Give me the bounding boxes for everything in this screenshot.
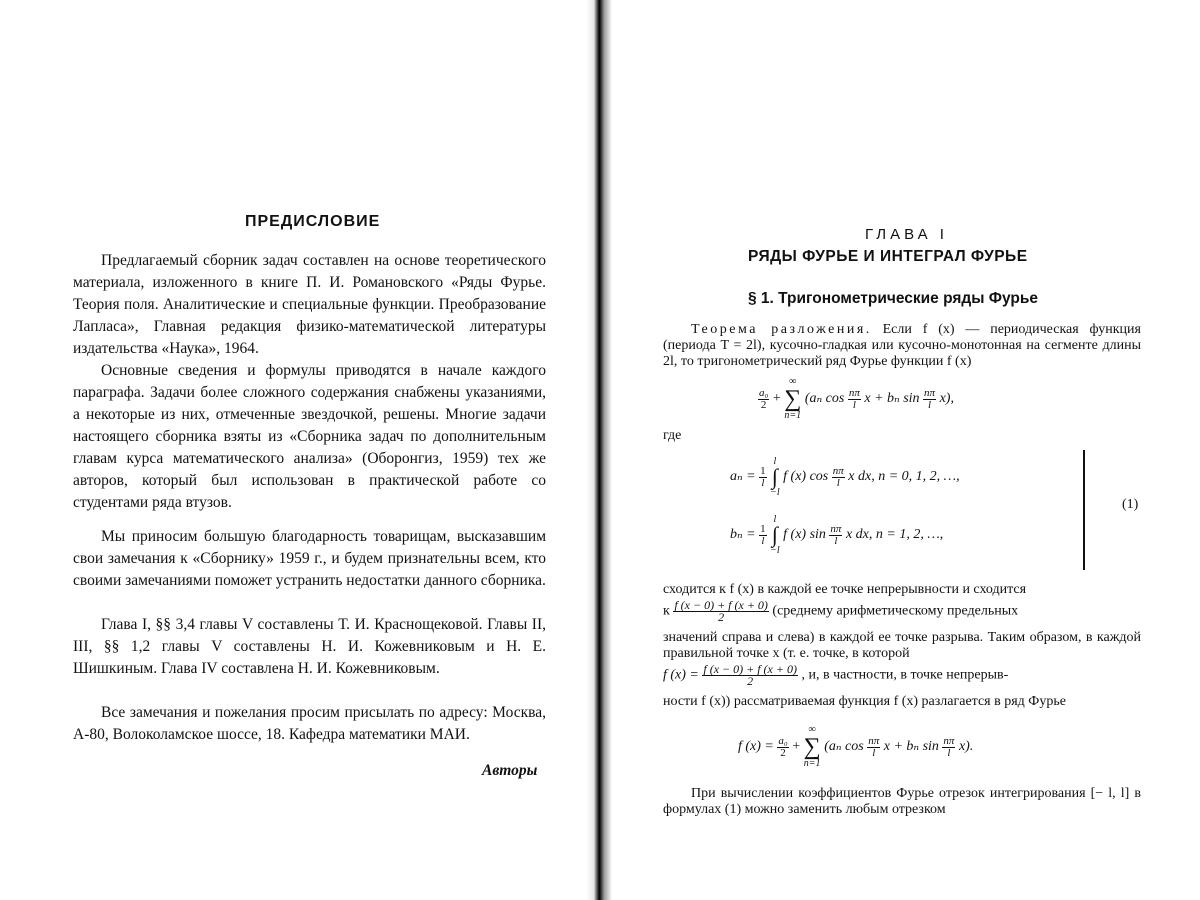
section-title: § 1. Тригонометрические ряды Фурье [748, 290, 1039, 307]
converges-line-2: к $\frac{f (x - 0) + f (x + 0)}{2}$ (среднему арифметическому предельных [663, 598, 1019, 624]
preface-title: ПРЕДИСЛОВИЕ [245, 213, 381, 230]
theorem-paragraph [663, 322, 1141, 370]
an-formula: aₙ = $\frac{1}{l}$ l ∫ −l f (x) cos $\frac{n\pi}{l}$ x dx, n = 0, 1, 2, …, [730, 456, 960, 498]
theorem-text: Если f (x) — периодическая функция (периода T = 2l), кусочно-гладкая или кусочно-монотонная на сегменте длины 2l, то тригонометрический ряд Фурье функции f (x) [663, 322, 1141, 369]
converges-line-3: значений справа и слева) в каждой ее точке разрыва. Таким образом, в каждой правильной точке x (т. е. точке, в которой [663, 630, 1141, 661]
mean-value-fraction: $\frac{f (x - 0) + f (x + 0)}{2}$ [674, 598, 768, 624]
a0-over-2: $\frac{\text{a₀}}{2}$ [759, 386, 769, 411]
preface-paragraph-3: Мы приносим большую благодарность товарищам, высказавшим свои замечания к «Сборнику» 1959 г., и будем признательны всем, кто своими замечаниями поможет устранить недостатки данного сборника. [73, 528, 546, 589]
closing-paragraph: При вычислении коэффициентов Фурье отрезок интегрирования [− l, l] в формулах (1) можно заменить любым отрезком [663, 786, 1141, 817]
fourier-expansion-formula: f (x) = $\frac{\text{a₀}}{2}$ + ∞ ∑ n=1 (aₙ cos $\frac{n\pi}{l}$ x + bₙ sin $\frac{n\pi}{l}$ x). [738, 724, 974, 769]
sum-symbol: ∞ ∑ n=1 [784, 376, 802, 421]
system-bracket [1080, 450, 1085, 570]
preface-paragraph-4: Глава I, §§ 3,4 главы V составлены Т. И. Краснощековой. Главы II, III, §§ 1,2 главы V составлены Н. И. Кожевниковым и Н. Е. Шишкиным. Глава IV составлена Н. И. Кожевниковым. [73, 616, 546, 677]
preface-paragraph-1: Предлагаемый сборник задач составлен на основе теоретического материала, изложенного в книге П. И. Романовского «Ряды Фурье. Теория поля. Аналитические и специальные функции. Преобразование Лапласа», Главная редакция физико-математической литературы издательства «Наука», 1964. [73, 252, 546, 357]
converges-line-1: сходится к f (x) в каждой ее точке непрерывности и сходится [663, 582, 1027, 597]
book-gutter [586, 0, 612, 900]
integral-symbol: l ∫ −l [770, 456, 780, 498]
equation-number: (1) [1122, 497, 1139, 512]
converges-line-5: ности f (x)) рассматриваемая функция f (x) разлагается в ряд Фурье [663, 694, 1066, 709]
where-label: где [663, 428, 682, 443]
preface-signature: Авторы [482, 762, 538, 779]
preface-paragraph-2: Основные сведения и формулы приводятся в начале каждого параграфа. Задачи более сложного содержания снабжены указаниями, а некоторые из них, отмеченные звездочкой, решены. Многие задачи настоящего сборника взяты из «Сборника задач по дополнительным главам курса математического анализа» (Оборонгиз, 1959) тех же авторов, который был использован в практической работе со студентами ряда втузов. [73, 362, 546, 511]
chapter-number: ГЛАВА I [865, 226, 948, 243]
theorem-label: Теорема разложения. [691, 322, 872, 337]
converges-line-4: f (x) = $\frac{f (x - 0) + f (x + 0)}{2}$ , и, в частности, в точке непрерыв- [663, 662, 1009, 688]
integral-symbol: l ∫ −l [770, 514, 780, 556]
fourier-series-formula: $\frac{\text{a₀}}{2}$ + ∞ ∑ n=1 (aₙ cos $\frac{n\pi}{l}$ x + bₙ sin $\frac{n\pi}{l}$ x), [759, 376, 954, 421]
left-page [0, 0, 590, 900]
preface-paragraph-5: Все замечания и пожелания просим присылать по адресу: Москва, А-80, Волоколамское шоссе, 18. Кафедра математики МАИ. [73, 704, 546, 743]
chapter-title: РЯДЫ ФУРЬЕ И ИНТЕГРАЛ ФУРЬЕ [748, 248, 1028, 265]
bn-formula: bₙ = $\frac{1}{l}$ l ∫ −l f (x) sin $\frac{n\pi}{l}$ x dx, n = 1, 2, …, [730, 514, 944, 556]
